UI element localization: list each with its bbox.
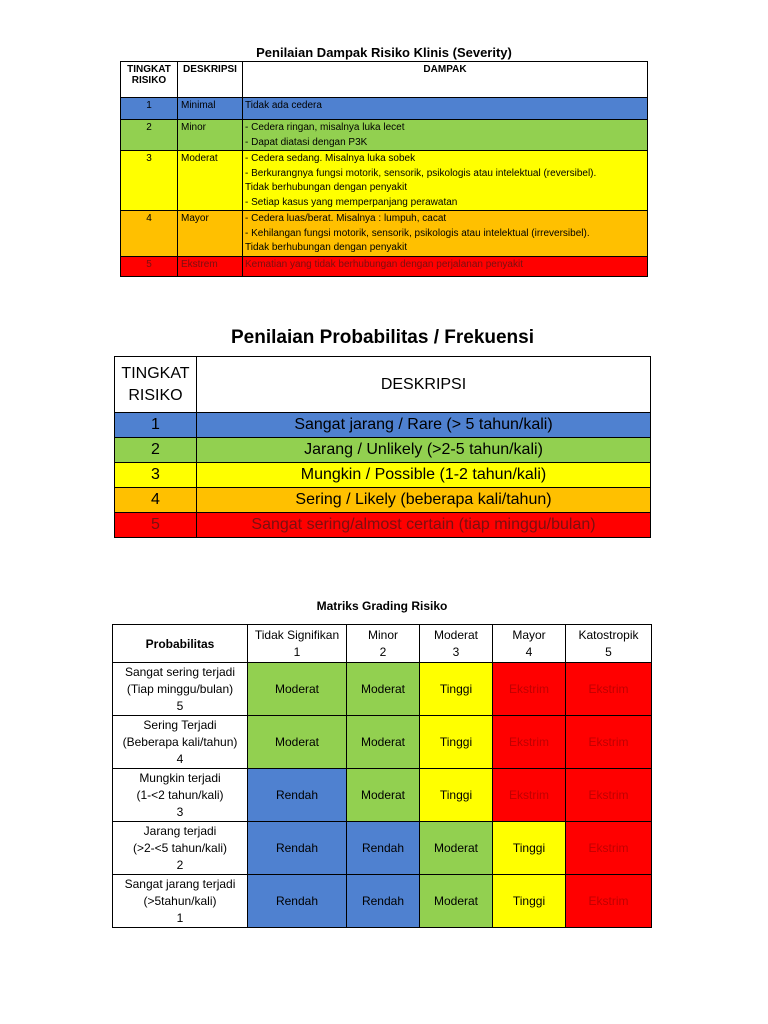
probability-desc: Mungkin / Possible (1-2 tahun/kali) [197,463,651,488]
column-num: 2 [379,644,387,659]
probability-title: Penilaian Probabilitas / Frekuensi [115,320,651,357]
impact-line: - Kehilangan fungsi motorik, sensorik, psikologis atau intelektual (irreversibel). [245,227,590,239]
severity-row [121,120,648,151]
matrix-cell: Ekstrim [493,663,566,716]
matrix-row [113,663,652,716]
matrix-column-header [347,625,420,663]
severity-impact [243,256,648,276]
severity-desc: Ekstrem [178,256,243,276]
row-label: (Beberapa kali/tahun) [122,734,238,749]
matrix-column-header [420,625,493,663]
matrix-cell: Rendah [248,769,347,822]
severity-row [121,211,648,257]
row-label: Sangat sering terjadi [124,664,236,679]
matrix-column-header [248,625,347,663]
header-line: TINGKAT [121,364,190,382]
matrix-cell: Ekstrim [566,716,652,769]
severity-desc: Mayor [178,211,243,257]
matrix-row-header [113,875,248,928]
severity-level: 2 [121,120,178,151]
severity-impact [243,98,648,120]
matrix-cell: Ekstrim [493,769,566,822]
column-name: Moderat [433,627,479,642]
matrix-cell: Moderat [347,663,420,716]
severity-title: Penilaian Dampak Risiko Klinis (Severity) [121,43,648,62]
probability-level: 3 [115,463,197,488]
matrix-cell: Moderat [248,716,347,769]
matrix-row-header [113,716,248,769]
severity-row [121,151,648,211]
matrix-cell: Rendah [347,822,420,875]
column-name: Minor [367,627,398,642]
impact-line: Tidak berhubungan dengan penyakit [245,182,407,193]
column-name: Tidak Signifikan [254,627,340,642]
severity-header-description: DESKRIPSI [178,62,243,98]
severity-level: 4 [121,211,178,257]
header-line: RISIKO [128,386,183,404]
severity-level: 1 [121,98,178,120]
impact-line: - Cedera luas/berat. Misalnya : lumpuh, cacat [245,213,447,224]
severity-desc: Minor [178,120,243,151]
probability-desc: Sangat sering/almost certain (tiap minggu/bulan) [197,513,651,538]
row-num: 4 [176,751,184,766]
probability-row [115,463,651,488]
probability-level: 5 [115,513,197,538]
matrix-row [113,716,652,769]
severity-level: 3 [121,151,178,211]
row-label: Jarang terjadi [143,823,217,838]
risk-matrix-table [112,588,652,928]
impact-line: - Setiap kasus yang memperpanjang perawatan [245,196,458,208]
matrix-column-header [493,625,566,663]
severity-header-impact: DAMPAK [243,62,648,98]
matrix-cell: Ekstrim [566,663,652,716]
severity-row [121,98,648,120]
row-label: (1-<2 tahun/kali) [136,787,224,802]
matrix-corner-header: Probabilitas [113,625,248,663]
severity-desc: Minimal [178,98,243,120]
probability-table [114,320,651,538]
matrix-cell: Ekstrim [493,716,566,769]
impact-line: Tidak ada cedera [245,100,322,111]
matrix-cell: Tinggi [420,769,493,822]
probability-desc: Sering / Likely (beberapa kali/tahun) [197,488,651,513]
impact-line: - Dapat diatasi dengan P3K [245,136,368,148]
matrix-row [113,875,652,928]
severity-table [120,43,648,277]
matrix-cell: Moderat [420,875,493,928]
probability-desc: Sangat jarang / Rare (> 5 tahun/kali) [197,413,651,438]
matrix-cell: Ekstrim [566,769,652,822]
matrix-cell: Tinggi [493,875,566,928]
column-name: Katostropik [578,627,639,642]
impact-line: Kematian yang tidak berhubungan dengan perjalanan penyakit [245,258,523,270]
matrix-row [113,769,652,822]
row-num: 5 [176,698,184,713]
row-label: Sangat jarang terjadi [124,876,236,891]
matrix-row-header [113,663,248,716]
column-num: 4 [525,644,533,659]
matrix-cell: Moderat [248,663,347,716]
matrix-row [113,822,652,875]
column-num: 3 [452,644,460,659]
severity-row [121,256,648,276]
impact-line: - Cedera sedang. Misalnya luka sobek [245,153,416,164]
row-label: (>5tahun/kali) [143,893,217,908]
severity-impact [243,151,648,211]
row-num: 2 [176,857,184,872]
probability-desc: Jarang / Unlikely (>2-5 tahun/kali) [197,438,651,463]
probability-level: 4 [115,488,197,513]
matrix-cell: Moderat [420,822,493,875]
column-num: 1 [293,644,301,659]
severity-level: 5 [121,256,178,276]
matrix-row-header [113,822,248,875]
matrix-row-header [113,769,248,822]
matrix-cell: Rendah [248,822,347,875]
probability-row [115,513,651,538]
matrix-cell: Ekstrim [566,875,652,928]
severity-desc: Moderat [178,151,243,211]
impact-line: - Berkurangnya fungsi motorik, sensorik, psikologis atau intelektual (reversibel). [245,167,597,179]
probability-header-level [115,357,197,413]
severity-header-level: TINGKAT RISIKO [121,62,178,98]
row-label: (>2-<5 tahun/kali) [132,840,228,855]
probability-row [115,413,651,438]
matrix-cell: Tinggi [420,716,493,769]
row-num: 3 [176,804,184,819]
impact-line: Tidak berhubungan dengan penyakit [245,242,407,253]
severity-impact [243,120,648,151]
probability-row [115,488,651,513]
probability-level: 1 [115,413,197,438]
matrix-cell: Tinggi [420,663,493,716]
matrix-column-header [566,625,652,663]
row-label: Mungkin terjadi [139,770,221,785]
row-label: Sering Terjadi [143,717,217,732]
column-num: 5 [605,644,612,659]
impact-line: - Cedera ringan, misalnya luka lecet [245,122,405,133]
probability-row [115,438,651,463]
probability-level: 2 [115,438,197,463]
matrix-cell: Moderat [347,716,420,769]
matrix-title: Matriks Grading Risiko [113,588,652,625]
row-num: 1 [176,910,184,925]
matrix-cell: Rendah [248,875,347,928]
row-label: (Tiap minggu/bulan) [126,681,234,696]
matrix-cell: Moderat [347,769,420,822]
matrix-cell: Tinggi [493,822,566,875]
matrix-cell: Rendah [347,875,420,928]
probability-header-description: DESKRIPSI [197,357,651,413]
column-name: Mayor [512,627,546,642]
matrix-cell: Ekstrim [566,822,652,875]
severity-impact [243,211,648,257]
